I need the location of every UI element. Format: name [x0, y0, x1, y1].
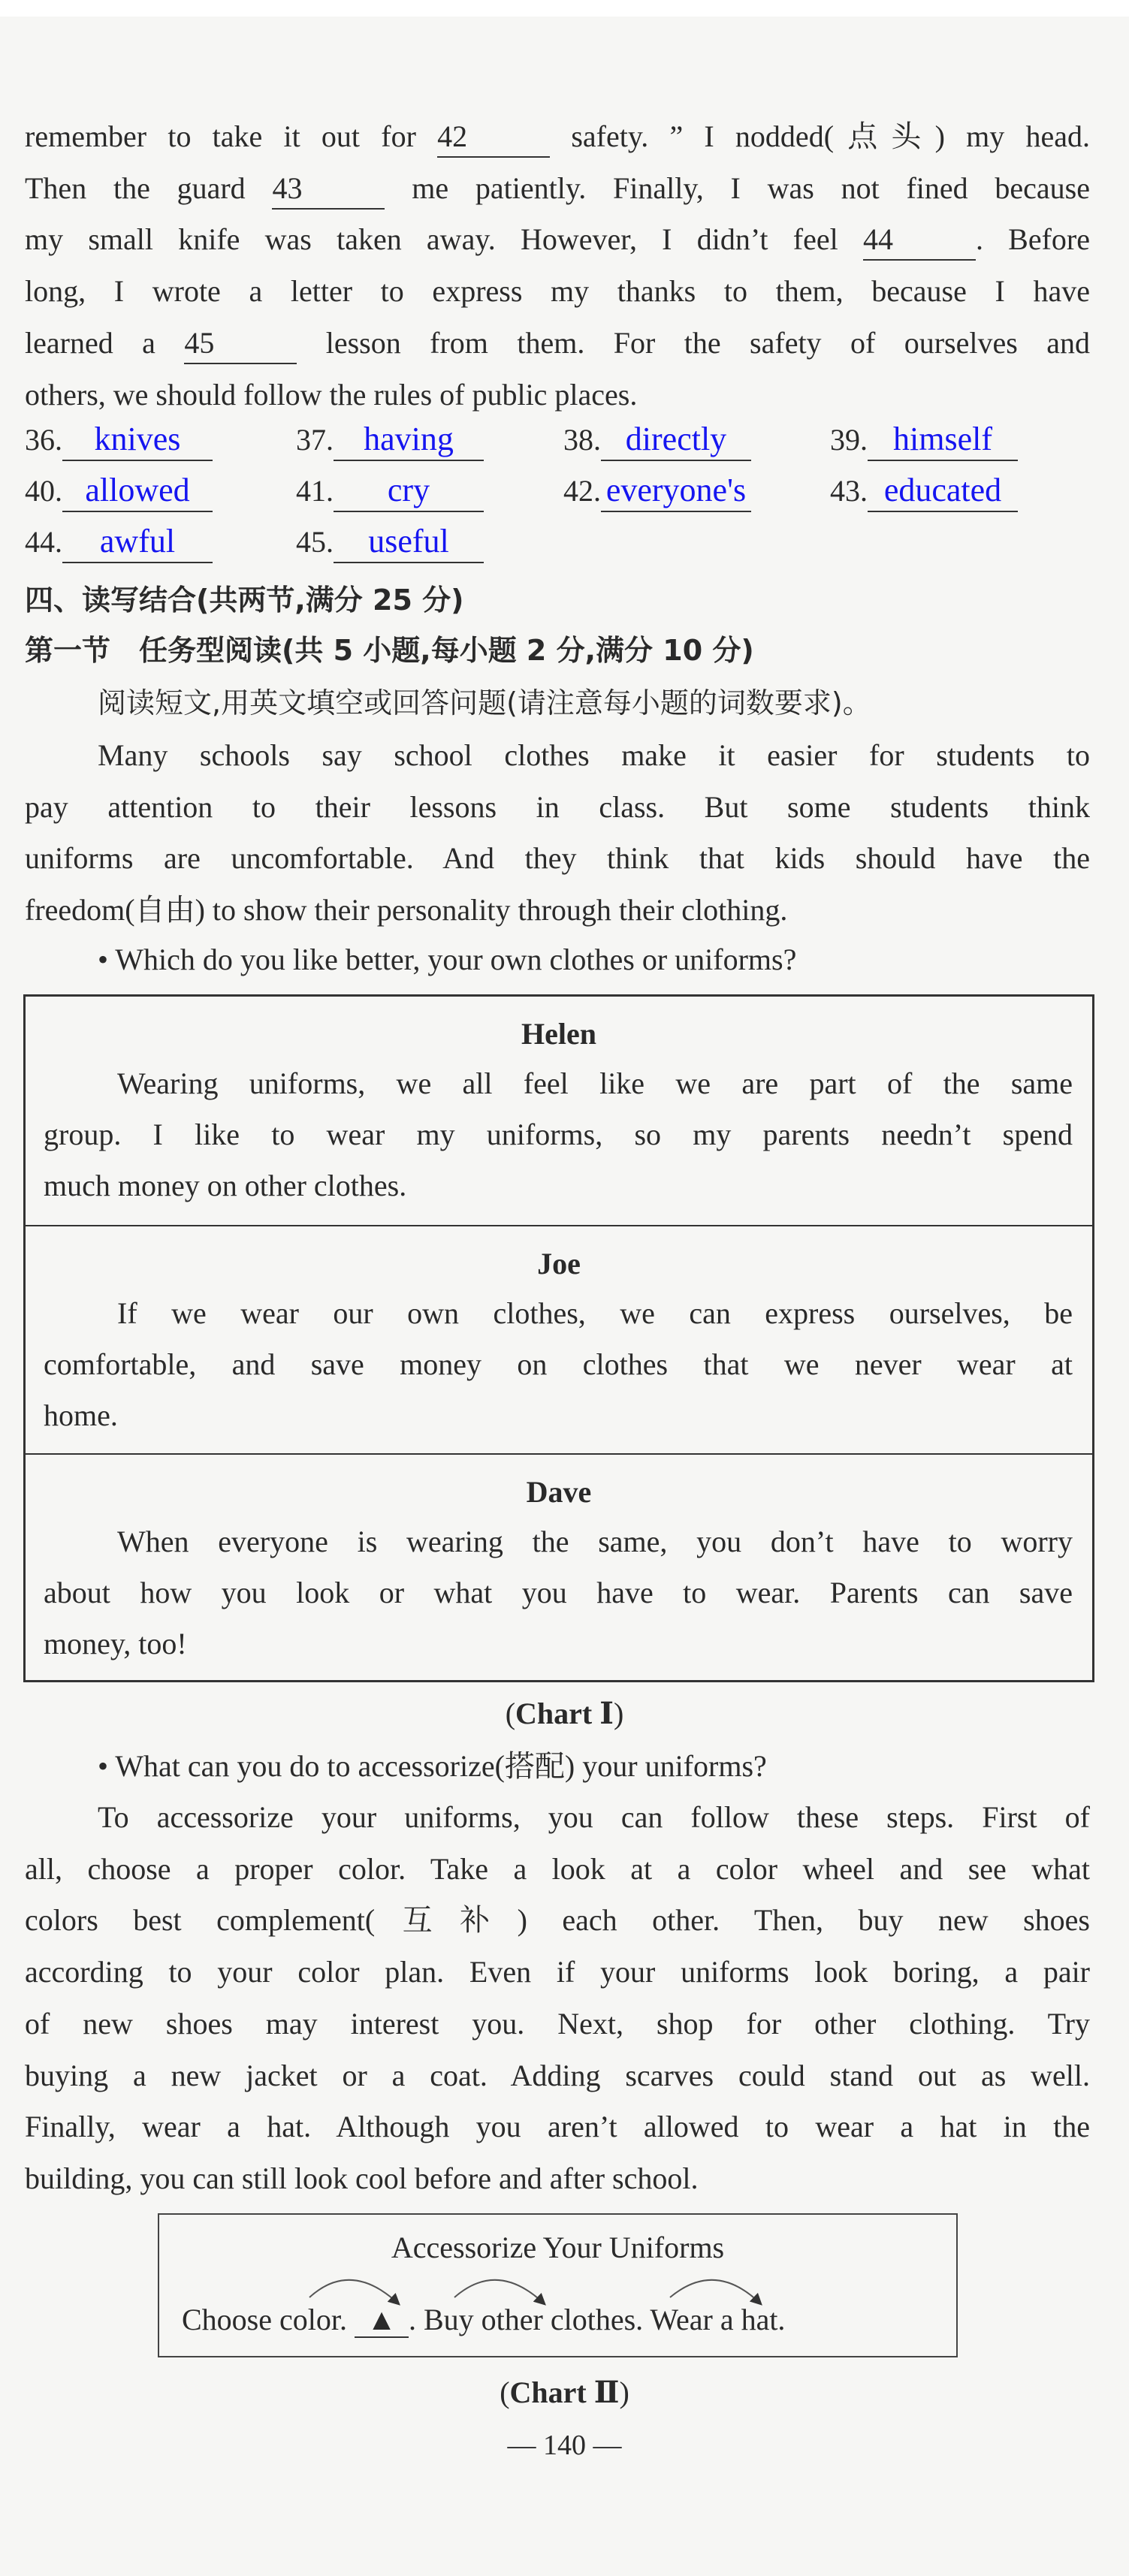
passage-line	[25, 318, 1090, 369]
answer-value: having	[334, 419, 484, 461]
passage-text: me patiently. Finally, I was not fined because	[385, 170, 1090, 205]
paragraph-line: according to your color plan. Even if your uniforms look boring, a pair	[25, 1955, 1090, 1989]
chart-2-box	[158, 2213, 958, 2357]
answer-number: 37.	[296, 423, 334, 457]
opinion-line: group. I like to wear my uniforms, so my parents needn’t spend	[44, 1118, 1073, 1151]
passage-text: . Before	[975, 222, 1091, 257]
blank-triangle-marker: ▲	[355, 2303, 409, 2338]
blank-42: 42	[437, 117, 550, 158]
opinion-line: about how you look or what you have to wear. Parents can save	[44, 1576, 1073, 1609]
chart-row-joe	[26, 1225, 1092, 1455]
opinion-line: home.	[44, 1398, 118, 1432]
passage-line	[25, 370, 1090, 421]
passage-text: safety. ” I nodded(点头) my head.	[550, 119, 1091, 153]
answer-number: 39.	[830, 423, 868, 457]
answer-item	[25, 517, 213, 568]
question-1: • Which do you like better, your own clothes or uniforms?	[98, 943, 797, 976]
passage-text: others, we should follow the rules of public places.	[25, 377, 638, 412]
answer-item	[25, 415, 213, 466]
answer-number: 36.	[25, 423, 62, 457]
answer-number: 41.	[296, 474, 334, 508]
chart-1-caption-text: Chart Ⅰ	[515, 1697, 614, 1730]
blank-44: 44	[863, 220, 976, 261]
paragraph-line: To accessorize your uniforms, you can follow these steps. First of	[98, 1800, 1090, 1834]
passage-text: long, I wrote a letter to express my thanks to them, because I have	[25, 274, 1090, 309]
paragraph-line: Many schools say school clothes make it easier for students to	[98, 738, 1090, 772]
opinion-line: much money on other clothes.	[44, 1169, 407, 1202]
blank-45: 45	[184, 324, 297, 364]
subsection-heading: 第一节 任务型阅读(共 5 小题,每小题 2 分,满分 10 分)	[25, 634, 754, 667]
paragraph-line: Finally, wear a hat. Although you aren’t allowed to wear a hat in the	[25, 2110, 1090, 2144]
step-1: Choose color.	[182, 2303, 347, 2336]
answer-value: everyone's	[601, 470, 751, 512]
paragraph-line: uniforms are uncomfortable. And they think that kids should have the	[25, 841, 1090, 876]
answer-value: directly	[601, 419, 751, 461]
paragraph-line: buying a new jacket or a coat. Adding scarves could stand out as well.	[25, 2058, 1090, 2092]
passage-line	[25, 111, 1090, 162]
answer-value: himself	[868, 419, 1018, 461]
answer-number: 40.	[25, 474, 62, 508]
page-top-edge	[0, 0, 1129, 17]
step-4: Wear a hat.	[643, 2303, 786, 2336]
answer-item	[830, 466, 1018, 517]
chart-2-caption: (Chart Ⅱ)	[500, 2375, 629, 2409]
opinion-line: If we wear our own clothes, we can express ourselves, be	[117, 1296, 1073, 1330]
answer-number: 43.	[830, 474, 868, 508]
answer-value: allowed	[62, 470, 213, 512]
opinion-line: When everyone is wearing the same, you don’t have to worry	[117, 1525, 1073, 1558]
speaker-name: Helen	[521, 1017, 596, 1051]
opinion-line: Wearing uniforms, we all feel like we are part of the same	[117, 1066, 1073, 1100]
chart-2-caption-text: Chart Ⅱ	[509, 2375, 620, 2409]
answer-item	[563, 415, 751, 466]
speaker-name: Joe	[537, 1247, 581, 1280]
step-3: . Buy other clothes.	[408, 2303, 644, 2336]
answer-value: awful	[62, 521, 213, 563]
paragraph-line: pay attention to their lessons in class. But some students think	[25, 789, 1090, 824]
answer-item	[25, 466, 213, 517]
passage-text: learned a	[25, 325, 185, 360]
opinion-line: money, too!	[44, 1627, 187, 1661]
answer-value: cry	[334, 470, 484, 512]
instruction: 阅读短文,用英文填空或回答问题(请注意每小题的词数要求)。	[98, 686, 871, 719]
answer-item	[830, 415, 1018, 466]
answer-value: useful	[334, 521, 484, 563]
section-heading: 四、读写结合(共两节,满分 25 分)	[25, 584, 464, 617]
answer-value: knives	[62, 419, 213, 461]
answer-number: 42.	[563, 474, 601, 508]
passage-line	[25, 163, 1090, 214]
chart-row-helen	[26, 997, 1092, 1225]
passage-text: my small knife was taken away. However, I didn’t feel	[25, 222, 863, 257]
blank-43: 43	[272, 169, 385, 210]
chart-2-title: Accessorize Your Uniforms	[391, 2231, 725, 2264]
passage-text: lesson from them. For the safety of ourselves and	[297, 325, 1090, 360]
chart-1-table	[23, 994, 1094, 1682]
question-2: • What can you do to accessorize(搭配) your uniforms?	[98, 1749, 767, 1783]
paragraph-line: colors best complement(互补) each other. Then, buy new shoes	[25, 1903, 1090, 1938]
answer-number: 45.	[296, 525, 334, 559]
chart-row-dave	[26, 1453, 1092, 1683]
answer-item	[296, 517, 484, 568]
paragraph-line: building, you can still look cool before and after school.	[25, 2161, 699, 2195]
answer-number: 44.	[25, 525, 62, 559]
answer-item	[296, 415, 484, 466]
chart-1-caption: (Chart Ⅰ)	[505, 1697, 624, 1730]
page-number: — 140 —	[507, 2430, 622, 2461]
answer-item	[296, 466, 484, 517]
answer-item	[563, 466, 751, 517]
paragraph-line: of new shoes may interest you. Next, shop for other clothing. Try	[25, 2006, 1090, 2041]
passage-text: Then the guard	[25, 170, 273, 205]
passage-text: remember to take it out for	[25, 119, 438, 153]
chart-2-steps	[182, 2299, 785, 2341]
answer-value: educated	[868, 470, 1018, 512]
paragraph-line: freedom(自由) to show their personality through their clothing.	[25, 893, 788, 928]
answer-number: 38.	[563, 423, 601, 457]
speaker-name: Dave	[526, 1475, 592, 1509]
passage-line	[25, 266, 1090, 317]
opinion-line: comfortable, and save money on clothes that we never wear at	[44, 1347, 1073, 1381]
paragraph-line: all, choose a proper color. Take a look at a color wheel and see what	[25, 1851, 1090, 1886]
passage-line	[25, 214, 1090, 265]
